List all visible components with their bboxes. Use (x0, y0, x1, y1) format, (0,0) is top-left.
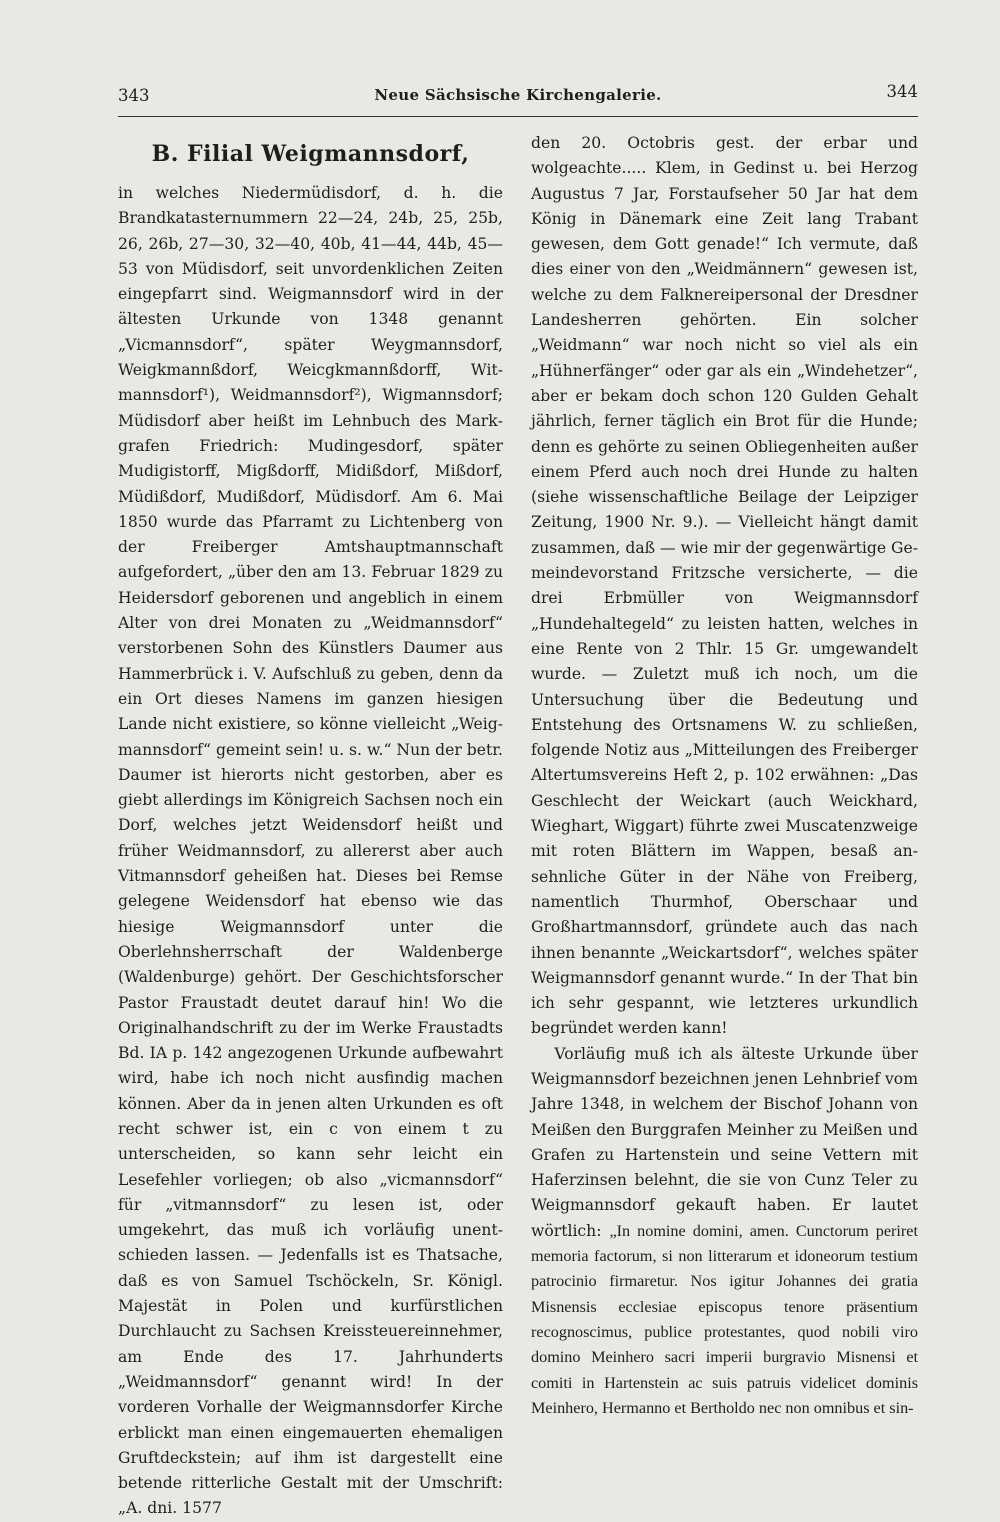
section-title: B. Filial Weigmannsdorf, (151, 141, 470, 167)
left-paragraph: in welches Niedermüdisdorf, d. h. die Brandkatasternummern 22—24, 24b, 25, 25b, 26, 26b, 27—30, 32—40, 40b, 41—44, 44b, 45—53 von Müdisdorf, seit unvordenklichen Zeiten eingepfarrt sind. Weigmannsdorf wird in der ältesten Urkunde von 1348 genannt „Vicmannsdorf“, später Weygmannsdorf, Weigkmannßdorf, Weicgkmannßdorff, Witmannsdorf¹), Weidmannsdorf²), Wigmannsdorf; Müdisdorf aber heißt im Lehnbuch des Markgrafen Friedrich: Mudingesdorf, später Mudigistorff, Migßdorff, Midißdorf, Mißdorf, Müdißdorf, Mudißdorf, Müdisdorf. Am 6. Mai 1850 wurde das Pfarramt zu Lichtenberg von der Freiberger Amtshauptmannschaft aufgefordert, „über den am 13. Februar 1829 zu Heidersdorf geborenen und angeblich in einem Alter von drei Monaten zu „Weidmannsdorf“ verstorbenen Sohn des Künstlers Daumer aus Hammerbrück i. V. Aufschluß zu geben, denn da ein Ort dieses Namens im ganzen hiesigen Lande nicht existiere, so könne vielleicht „Weigmannsdorf“ gemeint sein! u. s. w.“ Nun der betr. Daumer ist hierorts nicht gestorben, aber es giebt allerdings im Königreich Sachsen noch ein Dorf, welches jetzt Weidensdorf heißt und früher Weidmannsdorf, zu allererst aber auch Vitmannsdorf geheißen hat. Dieses bei Remse gelegene Weidensdorf hat ebenso wie das hiesige Weigmannsdorf unter die Oberlehnsherrschaft der Waldenberge (Waldenburge) gehört. Der Geschichtsforscher Pastor Fraustadt deutet darauf hin! Wo die Originalhandschrift zu der im Werke Fraustadts Bd. IA p. 142 angezogenen Urkunde aufbewahrt wird, habe ich noch nicht ausfindig machen können. Aber da in jenen alten Urkunden es oft recht schwer ist, ein c von einem t zu unterscheiden, so kann sehr leicht ein Lesefehler vorliegen; ob also „vicmannsdorf“ für „vitmannsdorf“ zu lesen ist, oder umgekehrt, das muß ich vorläufig unentschieden lassen. — Jedenfalls ist es Thatsache, daß es von Samuel Tschöckeln, Sr. Königl. Majestät in Polen und kurfürstlichen Durchlaucht zu Sachsen Kreissteuereinnehmer, am Ende des 17. Jahrhunderts „Weidmannsdorf“ genannt wird! In der vorderen Vorhalle der Weigmannsdorfer Kirche erblickt man einen eingemauerten ehemaligen Gruftdeckstein; auf ihm ist dargestellt eine betende ritterliche Gestalt mit der Umschrift: „A. dni. 1577 (118, 184, 503, 1518)
page-header (118, 82, 918, 117)
left-page-number: 343 (118, 86, 150, 105)
right-column (531, 131, 918, 1417)
left-column (118, 131, 503, 1518)
right-paragraph-2 (531, 1042, 918, 1421)
right-page-number: 344 (886, 82, 918, 101)
latin-quote: „In nomine domini, amen. Cunctorum periret memoria factorum, si non litterarum et idoneorum testium patrocinio firmaretur. Nos igitur Johannes dei gratia Misnensis ecclesiae episcopus tenore präsentium recognoscimus, publice protestantes, quod nobili viro domino Meinhero sacri imperii burgravio Misnensi et comiti in Hartenstein ac suis patruis videlicet dominis Meinhero, Hermanno et Bertholdo nec non omnibus et sin- (531, 1221, 918, 1417)
right-paragraph-2-text: Vorläufig muß ich als älteste Urkunde über Weigmannsdorf bezeichnen jenen Lehnbrief vom Jahre 1348, in welchem der Bischof Johann von Meißen den Burggrafen Meinher zu Meißen und Grafen zu Hartenstein und seine Vettern mit Haferzinsen belehnt, die sie von Cunz Teler zu Weigmannsdorf gekauft haben. Er lautet wörtlich: (531, 1044, 918, 1240)
right-paragraph-1: den 20. Octobris gest. der erbar und wolgeachte..... Klem, in Gedinst u. bei Herzog Augustus 7 Jar, Forstaufseher 50 Jar hat dem König in Dänemark eine Zeit lang Trabant gewesen, dem Gott genade!“ Ich vermute, daß dies einer von den „Weidmännern“ gewesen ist, welche zu dem Falknereipersonal der Dresdner Landesherren gehörten. Ein solcher „Weidmann“ war noch nicht so viel als ein „Hühnerfänger“ oder gar als ein „Windehetzer“, aber er bekam doch schon 120 Gulden Gehalt jährlich, ferner täglich ein Brot für die Hunde; denn es gehörte zu seinen Obliegenheiten außer einem Pferd auch noch drei Hunde zu halten (siehe wissenschaftliche Beilage der Leipziger Zeitung, 1900 Nr. 9.). — Vielleicht hängt damit zusammen, daß — wie mir der gegenwärtige Gemeindevorstand Fritzsche versicherte, — die drei Erbmüller von Weigmannsdorf „Hundehaltegeld“ zu leisten hatten, welches in eine Rente von 2 Thlr. 15 Gr. umgewandelt wurde. — Zuletzt muß ich noch, um die Untersuchung über die Bedeutung und Entstehung des Ortsnamens W. zu schließen, folgende Notiz aus „Mitteilungen des Freiberger Altertumsvereins Heft 2, p. 102 erwähnen: „Das Geschlecht der Weickart (auch Weickhard, Wieghart, Wiggart) führte zwei Muscatenzweige mit roten Blättern im Wappen, besaß ansehnliche Güter in der Nähe von Freiberg, namentlich Thurmhof, Oberschaar und Großhartmannsdorf, gründete auch das nach ihnen benannte „Weickartsdorf“, welches später Weigmannsdorf genannt wurde.“ In der That bin ich sehr gespannt, wie letzteres urkundlich begründet werden kann! (531, 134, 918, 1038)
running-title: Neue Sächsische Kirchengalerie. (374, 86, 662, 104)
